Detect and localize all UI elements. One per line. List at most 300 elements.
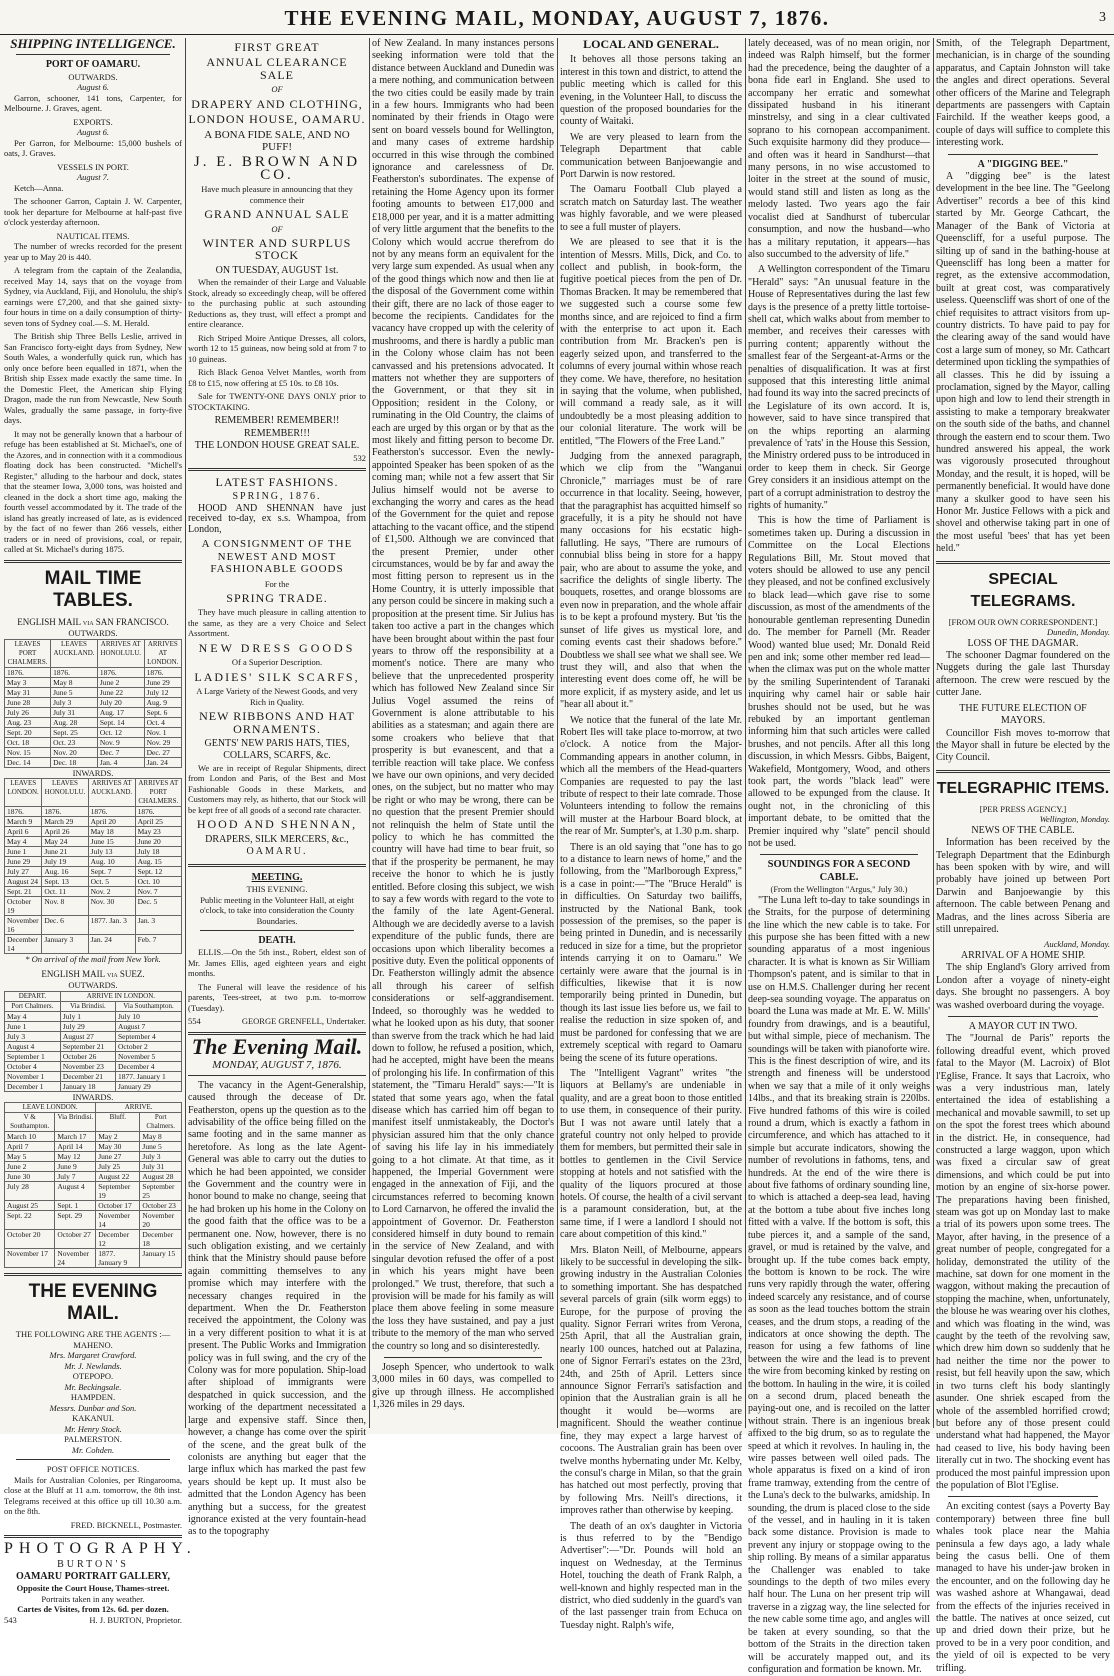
ad-number: 543	[4, 1614, 17, 1625]
agents-list	[4, 1340, 182, 1456]
news-item: There is an old saying that "one has to go to a distance to learn news of home," and the following, from the "Marlborough Express," is a case in point:—"The "Bruce Herald" is in difficulties. On Saturday two bailiffs, instructed by the National Bank, took possession of the premises, so the paper is being printed in Dunedin, and is necessarily reduced in size for a time, but the proprietor intends carrying it on to Oamaru." We certainly were aware that the journal is in difficulties, likewise that it is now temporarily being printed in Dunedin, but though its last issue lies before us, we fail to realise the reduction in size spoken of, and must be pardoned for confessing that we are extremely sceptical with regard to Oamaru being the scene of its future operations.	[560, 841, 742, 1064]
nautical-item: It may not be generally known that a harbour of refuge has been established at St. Michael's, one of the Azores, and in connection with it a commodious floating dock has been constructed. "Michell's Register," alluding to the harbour and dock, states that the steamer Iowa, 3,000 tons, was hoisted and cleaned in the dock a short time ago, making the fourth vessel accommodated by it. The trade of the island has greatly increased of late, as is evidenced by the fact of no fewer than 266 vessels, either traders or in need of provisions, coal, or repair, called at St. Michael's during 1875.	[4, 428, 182, 555]
table-header: Via Brindisi.	[55, 1113, 96, 1132]
news-item: lately deceased, was of no mean origin, nor indeed was Ralph himself, but the former had the precedence, being the daughter of a bona fide earl in England. She used to accompany her erratic and somewhat dissipated husband in his itinerant minstrelsy, and sing in a clear cultivated soprano to his cornopean accompaniment. Such exquisite harmony did they produce—and often was it heard in Sandhurst—that many persons, in no wise accustomed to loiter in the street at the sound of music, would stand still and listen as long as the melody lasted. Two years ago the fair vocalist died at Sandhurst of tubercular consumption, and now the husband—who has a military reputation, it appears—has also succumbed to the adversity of life."	[748, 38, 930, 260]
table-cell: July 31	[51, 707, 98, 717]
table-cell: Oct. 12	[97, 727, 144, 737]
table-cell: Sept. 13	[42, 877, 88, 887]
vessels-label: VESSELS IN PORT.	[57, 161, 129, 172]
page-number: 3	[1099, 10, 1106, 25]
table-cell: December 14	[5, 935, 42, 954]
table-row	[5, 757, 182, 767]
table-cell: May 2	[96, 1132, 140, 1142]
post-office-signature: FRED. BICKNELL, Postmaster.	[70, 1519, 182, 1530]
news-item: It behoves all those persons taking an interest in this town and district, to attend the public meeting which is called for this evening, in the Volunteer Hall, to discuss the question of the proposed boundaries for the county of Waitaki.	[560, 54, 742, 128]
table-row	[5, 1031, 182, 1041]
telegram-text: Councillor Fish moves to-morrow that the Mayor shall in future be elected by the City Council.	[936, 727, 1110, 764]
agent-name: Mr. J. Newlands.	[64, 1360, 122, 1371]
mayor-heading: A MAYOR CUT IN TWO.	[968, 1020, 1078, 1032]
ad-line: Of a Superior Description.	[231, 657, 323, 668]
ad-line: HOOD AND SHENNAN,	[196, 817, 358, 832]
sf-mail-heading: ENGLISH MAIL via SAN FRANCISCO.	[17, 616, 169, 627]
table-row	[5, 877, 182, 887]
table-cell: June 28	[5, 697, 51, 707]
table-cell: June 2	[5, 1162, 55, 1172]
ad-line: GENTS' NEW PARIS HATS, TIES, COLLARS, SCARFS, &c.	[204, 738, 350, 762]
table-row	[5, 827, 182, 837]
table-cell: July 10	[116, 1011, 182, 1021]
table-cell: December 1	[5, 1081, 61, 1091]
table-cell: August 22	[96, 1172, 140, 1182]
table-header: V & Southampton.	[5, 1113, 55, 1132]
ad-line: A BONA FIDE SALE, AND NO PUFF!	[204, 128, 350, 153]
table-header: Via Southampton.	[116, 1001, 182, 1011]
news-item: Judging from the annexed paragraph, which we clip from the "Wanganui Chronicle," marriages must be of rare occurrence in that locality. Seeing, however, that the paragraphist has acquitted himself so gracefully, it is a pity he should not have many occasions for his ecstatic high-fallutling. He says, "There are rumours of connubial bliss being in store for a happy pair, who are about to assume the yoke, and sacrifice the delights of single liberty. The bouquets, rosettes, and orange blossoms are even now in preparation, and the whole affair is to be kept a profound mystery. But 'tis the sunset of life gives us mystical lore, and coming events cast their shadows before." Doubtless we shall see what we shall see. We trust they will, and also that when the interesting event does come off, he will be more explicit, if as mystery aside, and let us "hear all about it."	[560, 451, 742, 711]
table-row	[5, 717, 182, 727]
masthead	[0, 0, 1114, 35]
photographer-name: BURTON'S	[57, 1558, 129, 1570]
table-cell: June 22	[97, 687, 144, 697]
column-rule	[745, 38, 746, 1428]
shipping-entry: The schooner Garron, Captain J. W. Carpenter, took her departure for Melbourne at half-past five o'clock yesterday afternoon.	[4, 196, 182, 228]
table-cell: Aug. 15	[135, 857, 181, 867]
table-row	[5, 677, 182, 687]
table-cell: December 4	[116, 1061, 182, 1071]
table-cell: April 14	[55, 1142, 96, 1152]
table-cell: October 20	[5, 1230, 55, 1249]
table-cell: June 29	[144, 677, 181, 687]
table-cell: June 9	[55, 1162, 96, 1172]
ad-line: FIRST GREAT	[234, 40, 320, 54]
table-cell: April 6	[5, 827, 42, 837]
table-cell: August 28	[140, 1172, 182, 1182]
table-cell: June 1	[5, 847, 42, 857]
table-cell: June 5	[140, 1142, 182, 1152]
ad-line: LATEST FASHIONS.	[215, 475, 339, 489]
table-cell: Dec. 6	[42, 916, 88, 935]
table-cell: Sept. 20	[5, 727, 51, 737]
ad-line: DRAPERY AND CLOTHING,	[191, 96, 363, 111]
table-cell: July 31	[140, 1162, 182, 1172]
table-cell: October 26	[60, 1051, 115, 1061]
table-header: ARRIVE IN LONDON.	[60, 991, 181, 1001]
table-cell: Nov. 20	[51, 747, 98, 757]
table-row	[5, 1061, 182, 1071]
news-item: The Oamaru Football Club played a scratch match on Saturday last. The weather was highly favorable, and we were pleased to see a full muster of players.	[560, 184, 742, 233]
table-cell: Nov. 15	[5, 747, 51, 757]
table-cell: Sept. 12	[135, 867, 181, 877]
suez-mail-heading: ENGLISH MAIL via SUEZ.	[41, 968, 145, 979]
table-row	[5, 1071, 182, 1081]
table-cell: March 10	[5, 1132, 55, 1142]
table-row	[5, 1172, 182, 1182]
news-item: We are pleased to see that it is the intention of Messrs. Mills, Dick, and Co. to collect and publish, in book-form, the fugitive poetical pieces from the pen of Dr. Thomas Bracken. It may be remembered that we suggested such a course some few months since, and are rejoiced to find a firm with the enterprise to act upon it. Each contribution from Mr. Bracken's pen is eagerly seized upon, and transferred to the columns of every journal within whose reach they come. We have, therefore, no hesitation in saying that the volume, when published, will command a ready sale, as it will undoubtedly be a most pleasing addition to our colonial literature. The work will be entitled, "The Flowers of the Free Land."	[560, 237, 742, 447]
table-cell: December 18	[140, 1230, 182, 1249]
table-cell: November 1	[5, 1071, 61, 1081]
table-cell: September 1	[5, 1051, 61, 1061]
table-row	[5, 727, 182, 737]
table-row	[5, 897, 182, 916]
table-cell: November 16	[5, 916, 42, 935]
news-item: Mrs. Blaton Neill, of Melbourne, appears likely to be successful in developing the silk-growing industry in the Australian Colonies to something important. She has despatched several parcels of grain (silk worm eggs) to Europe, for the purpose of proving the quality. Signor Ferrari writes from Verona, 25th April, that all the Australian grain, nearly 100 ounces, hatched out at Palazina, one of Signor Ferrari's estates on the 23rd, 24th, and 25th of April. Letters since announce Signor Ferrari's satisfaction and opinion that the Australian grain is all he thought it would be—worms are magnificent. Should the weather continue fine, they may expect a large harvest of cocoons. The Australian grain has been over twelve months hybernating under Mr. Kelby, the consul's charge in Milan, so that the grain has hatched out most perfectly, proving that by following Mrs. Neill's directions, it improves rather than otherwise by keeping.	[560, 1244, 742, 1517]
table-header: DEPART.	[5, 991, 61, 1001]
table-cell: June 27	[96, 1152, 140, 1162]
table-cell: Oct. 5	[88, 877, 135, 887]
table-cell: April 25	[135, 817, 181, 827]
inwards-label: INWARDS.	[72, 767, 114, 778]
telegram-text: Information has been received by the Telegraph Department that the Edinburgh has been spoken with by wire, and will probably have joined up between Port Darwin and Banjoewangie by this afternoon. The cable between Penang and Madras, and the lines across Siberia are still unrepaired.	[936, 837, 1110, 935]
table-cell: November 20	[140, 1211, 182, 1230]
table-cell: August 4	[5, 1041, 61, 1051]
table-cell: December 21	[60, 1071, 115, 1081]
special-telegrams-heading: SPECIAL TELEGRAMS.	[970, 570, 1076, 610]
table-cell: Oct. 4	[144, 717, 181, 727]
column-rule	[933, 38, 934, 1428]
table-cell: Aug. 23	[5, 717, 51, 727]
table-cell: 1877. Jan. 3	[88, 916, 135, 935]
table-row	[5, 857, 182, 867]
table-cell: January 18	[60, 1081, 115, 1091]
editorial-text: The vacancy in the Agent-Generalship, caused through the decease of Dr. Featherston, opens up the question as to the advisability of the office being filled on the same footing and in the same manner as heretofore. As long as the late Agent-General was able to carry out the duties to which he had been appointed, we consider the Government and the country were in honor bound to make no change, seeing that he had broken up his home in the Colony on the good faith that the office was to be a permanent one. Now, however, there is no such obligation existing, and we certainly think that the Ministry should pause before again committing themselves to any promise which may interfere with the necessary changes required in the department. When the Dr. Featherston received the appointment, the Colony was in a very different position to what it is at present. The Public Works and Immigration policy was in full swing, and the cry of the Colony was for more population. Ship-load after shipload of immigrants were despatched in quick succession, and the working of the department necessitated a large and expensive staff. Since then, however, a change has come over the spirit of the scene, and the great bulk of the colonists are anything but eager that the large influx which has marked the past few years should be kept up. It must also be admitted that the London Agency has been anything but a success, for the greatest ignorance existed at the very fountain-head as to the topography	[188, 1079, 366, 1538]
table-row	[5, 1041, 182, 1051]
digging-bee-heading: A "DIGGING BEE."	[977, 158, 1069, 170]
suez-outwards-table	[4, 991, 182, 1092]
agent-name: Mrs. Margaret Crawford.	[49, 1350, 137, 1361]
nautical-item: A telegram from the captain of the Zealandia, received May 14, says that on the voyage from Sydney, via Auckland, Fiji, and Honolulu, the ship's earnings were £7,200, and that she gained sixty-four hours in time on a daily consumption of thirty-seven tons of Sydney coal.—S. M. Herald.	[4, 265, 182, 328]
table-row	[5, 1011, 182, 1021]
ad-body: Rich Striped Moire Antique Dresses, all colors, worth 12 to 15 guineas, now being sold at from 7 to 10 guineas.	[188, 332, 366, 364]
table-cell: September 19	[96, 1182, 140, 1201]
table-cell: July 29	[60, 1021, 115, 1031]
table-cell: Jan. 24	[88, 935, 135, 954]
table-note: * On arrival of the mail from New York.	[25, 954, 161, 965]
table-cell: July 3	[51, 697, 98, 707]
agent-name: Mr. Beckingsale.	[64, 1381, 122, 1392]
shipping-entry: Ketch—Anna.	[14, 182, 64, 193]
table-cell: October 19	[5, 897, 42, 916]
news-item: We are very pleased to learn from the Telegraph Department that cable communication between Banjoewangie and Port Darwin is now restored.	[560, 131, 742, 181]
table-cell: Sept. 22	[5, 1211, 55, 1230]
soundings-heading: SOUNDINGS FOR A SECOND CABLE.	[767, 859, 911, 883]
table-cell: June 1	[5, 1021, 61, 1031]
suez-inwards-table	[4, 1102, 182, 1268]
table-row	[5, 867, 182, 877]
table-row	[5, 1249, 182, 1268]
table-row	[5, 847, 182, 857]
undertaker-signature: GEORGE GRENFELL, Undertaker.	[241, 1016, 366, 1027]
table-cell: August 27	[60, 1031, 115, 1041]
table-cell: August 7	[116, 1021, 182, 1031]
column-rule	[369, 38, 370, 1428]
table-header: LEAVES PORT CHALMERS.	[5, 639, 51, 667]
table-cell: January 15	[140, 1249, 182, 1268]
table-cell: March 9	[5, 817, 42, 827]
dateline: Auckland, Monday.	[1044, 939, 1110, 950]
table-cell: May 30	[96, 1142, 140, 1152]
ad-line: LONDON HOUSE, OAMARU.	[188, 112, 366, 127]
agent-town: OTEPOPO.	[72, 1371, 114, 1382]
table-cell: July 18	[135, 847, 181, 857]
table-header: ARRIVE.	[96, 1103, 182, 1113]
table-cell: July 13	[88, 847, 135, 857]
table-row	[5, 1051, 182, 1061]
post-office-notice: Mails for Australian Colonies, per Ringarooma, close at the Bluff at 11 a.m. tomorrow, the 8th inst. Telegrams received at this office up till 10.30 a.m. on the 8th.	[4, 1474, 182, 1517]
table-header: Via Brindisi.	[60, 1001, 115, 1011]
agent-name: Messrs. Dunbar and Son.	[49, 1402, 137, 1413]
table-cell: August 25	[5, 1201, 55, 1211]
table-row	[5, 935, 182, 954]
table-cell: June 21	[42, 847, 88, 857]
table-cell: Nov. 2	[88, 887, 135, 897]
meeting-sub: THIS EVENING.	[246, 884, 308, 894]
table-cell: July 27	[5, 867, 42, 877]
ad-line: A CONSIGNMENT OF THE NEWEST AND MOST FASHIONABLE GOODS	[201, 538, 353, 576]
table-cell: July 26	[5, 707, 51, 717]
table-row	[5, 1182, 182, 1201]
table-row	[5, 817, 182, 827]
ad-number: 532	[353, 452, 366, 463]
telegram-heading: LOSS OF THE DAGMAR.	[967, 637, 1079, 649]
ad-line: WINTER AND SURPLUS STOCK	[202, 236, 352, 263]
table-cell: Nov. 29	[144, 737, 181, 747]
table-cell: May 4	[5, 837, 42, 847]
sf-inwards-table	[4, 778, 182, 954]
nautical-label: NAUTICAL ITEMS.	[56, 230, 130, 241]
ad-line: A Large Variety of the Newest Goods, and very Rich in Quality.	[196, 686, 358, 707]
table-cell: August 24	[5, 877, 42, 887]
ad-line: NEW DRESS GOODS	[198, 640, 356, 655]
table-cell: July 3	[140, 1152, 182, 1162]
telegraphic-items-heading: TELEGRAPHIC ITEMS.	[936, 779, 1110, 797]
table-cell: June 15	[88, 837, 135, 847]
ad-line: DRAPERS, SILK MERCERS, &c.,	[205, 833, 349, 845]
news-item: The "Journal de Paris" reports the following dreadful event, which proved fatal to the Mayor (M. Lacroix) of Blot l'Eglise, France. It says that Lacroix, who was a very industrious man, lately entertained the idea of establishing a mechanical and movable sawmill, to set up on the spot the forest trees which abound in the district. He, in consequence, had constructed a large waggon, upon which was fixed a circular saw of great dimensions, and which could be put into motion by an engine of six-horse power. The preparations having been finished, steam was got up on Monday last to make a trial of its powers upon some trees. The Mayor, after having, in the presence of a great number of people, congregated for a holiday, demonstrated the utility of the machine, sat down for one moment in the waggon, without making the precaution of stopping the machine, when, unfortunately, the blouse he was wearing over his clothes, and which was floating in the wind, was caught by the teeth of the revolving saw, which drew him down so suddenly that he had neither the time nor the power to resist, but fell heavily upon the saw, which in two turns cleft his body slantingly asunder. One shriek escaped from the whole of the assembled horrified crowd; but before any of those present could understand what had happened, the Mayor had ceased to live, his body having been literally cut in two. The shocking event has produced the most painful impression upon the population of Blot l'Eglise.	[936, 1033, 1110, 1491]
table-cell: 1876.	[88, 807, 135, 817]
table-cell: Oct. 10	[135, 877, 181, 887]
table-cell: May 18	[88, 827, 135, 837]
ad-line: For the	[264, 578, 290, 589]
column-rule	[557, 38, 558, 1428]
table-header: LEAVE LONDON.	[5, 1103, 96, 1113]
table-cell: October 27	[55, 1230, 96, 1249]
table-cell: July 3	[5, 1031, 61, 1041]
news-item: The "Intelligent Vagrant" writes "the liquors at Bellamy's are undeniable in quality, and are a great boon to those entitled to use them, in consequence of their purity. But I was not aware until lately that a grateful country not only helped to provide them for members, but permitted their sale in bottles to gentlemen in the Civil Service stopping at hotels and not satisfied with the quality of the liquors procured at those hotels. Of course, the health of a civil servant is a paramount consideration, but, at the same time, if I were a landlord I should not care about competition of this kind."	[560, 1067, 742, 1241]
table-header: LEAVES LONDON.	[5, 779, 42, 807]
table-cell: Aug. 16	[42, 867, 88, 877]
date-line: August 6.	[76, 82, 110, 93]
death-notice: ELLIS.—On the 5th inst., Robert, eldest son of Mr. James Ellis, aged eighteen years and eight months.	[188, 947, 366, 979]
editorial-continued: of New Zealand. In many instances persons seeking information were told that the distance between Auckland and Dunedin was a mere nothing, and communication between the two cities could be easily made by train in a few hours. Immigrants who had been nominated by their friends in Otago were sent on board vessels bound for Wellington, and many cases of extreme hardship occurred in this wise through the combined ignorance and carelessness of Dr. Featherston's subordinates. The expense of retaining the Home Agency upon its former footing amounts to between £17,000 and £18,000 per year, and it is a matter admitting of very little argument that the benefits to the Colony which would accrue therefrom do not by any means form an equivalent for the very large sum expended. As usual when any of the good things which now and then lie at the disposal of the Government come within their gift, there are no lack of those eager to become the recipients. Candidates for the vacancy have cropped up with the celerity of mushrooms, and there is hardly a public man in the Colony whose claim has not been canvassed and his pretensions advocated. It matters not whether they are supporters of the Government, or that they sit in Opposition; resident in the Colony, or ruminating in the Old Country, the claims of each are urged by this organ or by that as the most likely and fitting person to become Dr. Featherston's successor. Even the newly-appointed Speaker has been spoken of as the coming man; while not a few assert that Sir Julius himself would not be averse to exchanging the worry and cares as the head of the Government for the quiet and repose attaching to the vacant office, and the stipend of £1,500. Although we are convinced that the present Premier, under other circumstances, would be by far and away the most fitting person to represent us in the Home Country, it is utterly impossible that any person could be sincere in making such a proposition at the present time. Sir Julius has taken too active a part in the changes which have been brought about within the past four years to throw off the responsibility at a moment's notice. There are many who believe that the unprecedented prosperity which has followed New Zealand since Sir Julius Vogel assumed the reins of Government is alone attributable to his abilities as a statesman; and again there are some croakers who believe that that prosperity is but evanescent, and that a terrible reaction will take place. We confess we have our own opinions, and very decided ones, on the subject, but no matter who may be right or who may be wrong, there can be no question that the present Premier should not relinquish the helm of State until the policy to which he has committed the country will have had time to bear fruit, so that if the prosperity be permanent, he may receive the honor to which he is justly entitled. Before closing this subject, we wish to say a few words with regard to the vote to the family of the late Agent-General. Although we are decidedly averse to a lavish expenditure of the public funds, there are occasions upon which liberality becomes a positive duty. Even the political opponents of Dr. Featherston willingly admit the absence all through his career of selfish considerations or self-aggrandisement. Indeed, so thoroughly was he wedded to what he looked upon as his duty, that sooner than swerve from the track which he had laid down to follow, he refused a position, which, had he accepted, might have been the means of prolonging his life. In confirmation of this statement, the "Timaru Herald" says:—"It is stated that some years ago, when the fatal disease which has carried him off began to manifest itself unmistakeably, the Doctor's physician assured him that the only chance of saving his life lay in his immediately going to a hot climate. At that time, as it happened, the Imperial Government were engaged in the annexation of Fiji, and the circumstances referred to becoming known to Lord Carnarvon, he offered the invalid the appointment of Governor. Dr. Featherston considered himself in duty bound to remain in the service of New Zealand, and with singular devotion refused the offer of a post in which his years might have been prolonged." We trust, therefore, that such a provision will be made for his family as will place them above feeling in some measure the loss they have sustained, and pay a just tribute to the memory of the man who served the country so long and so disinterestedly.	[372, 38, 554, 1352]
table-cell: November 24	[55, 1249, 96, 1268]
table-row	[5, 1021, 182, 1031]
table-header: ARRIVES AT HONOLULU.	[97, 639, 144, 667]
table-cell: Jan. 4	[97, 757, 144, 767]
table-row	[5, 687, 182, 697]
table-row	[5, 1211, 182, 1230]
table-cell: Sept. 7	[88, 867, 135, 877]
telegram-text: The ship England's Glory arrived from London after a voyage of ninety-eight days. She brought no passengers. A boy was washed overboard during the voyage.	[936, 962, 1110, 1011]
table-cell: 1876.	[5, 807, 42, 817]
table-cell: 1877. January 1	[116, 1071, 182, 1081]
ad-line: SPRING, 1876.	[232, 491, 322, 503]
table-row	[5, 1152, 182, 1162]
shipping-entry: Per Garron, for Melbourne: 15,000 bushels of oats, J. Graves.	[4, 137, 182, 159]
table-cell: May 31	[5, 687, 51, 697]
ad-line: LADIES' SILK SCARFS,	[194, 669, 360, 684]
table-header: Port Chalmers.	[5, 1001, 61, 1011]
table-row	[5, 737, 182, 747]
table-cell: July 19	[42, 857, 88, 867]
telegram-heading: THE FUTURE ELECTION OF MAYORS.	[959, 702, 1087, 727]
ad-line: OAMARU.	[246, 846, 308, 858]
agent-town: MAHENO.	[73, 1339, 113, 1350]
table-cell: May 3	[5, 677, 51, 687]
table-cell: Sept. 6	[144, 707, 181, 717]
news-item: Smith, of the Telegraph Department, mechanician, is in charge of the sounding apparatus, and Captain Johnston will take the angles and direct operations. Several other officers of the Marine and Telegraph departments are passengers with Captain Fairchild. If the weather keeps good, a couple of days will suffice to complete this interesting work.	[936, 38, 1110, 149]
table-cell: May 4	[5, 1011, 61, 1021]
ad-body: HOOD AND SHENNAN have just received to-day, ex s.s. Whampoa, from London,	[188, 502, 366, 535]
ad-number: 554	[188, 1016, 201, 1027]
table-cell: May 24	[42, 837, 88, 847]
ad-line: REMEMBER! REMEMBER!!	[214, 415, 340, 427]
table-cell: Dec. 5	[135, 897, 181, 916]
table-cell: March 17	[55, 1132, 96, 1142]
table-cell: 1876.	[5, 667, 51, 677]
ad-firm: J. E. BROWN AND CO.	[193, 154, 361, 183]
ad-line: ANNUAL CLEARANCE SALE	[206, 55, 348, 82]
table-row	[5, 887, 182, 897]
table-row	[5, 807, 182, 817]
shipping-entry: Garron, schooner, 141 tons, Carpenter, for Melbourne. J. Graves, agent.	[4, 92, 182, 114]
local-general-heading: LOCAL AND GENERAL.	[583, 37, 719, 51]
ad-body: They have much pleasure in calling attention to the same, as they are a very Choice and Select Assortment.	[188, 607, 366, 639]
table-cell: September 4	[116, 1031, 182, 1041]
table-cell: November 14	[96, 1211, 140, 1230]
table-cell: January 29	[116, 1081, 182, 1091]
table-cell: 1877. January 9	[96, 1249, 140, 1268]
table-header: LEAVES HONOLULU.	[42, 779, 88, 807]
ad-line: GRAND ANNUAL SALE	[204, 207, 350, 222]
table-row	[5, 1162, 182, 1172]
mail-time-tables-heading: MAIL TIME TABLES.	[44, 567, 142, 611]
gallery-name: OAMARU PORTRAIT GALLERY,	[15, 1570, 171, 1582]
table-cell: Jan. 24	[144, 757, 181, 767]
agent-town: PALMERSTON.	[64, 1434, 122, 1445]
table-cell: Nov. 1	[144, 727, 181, 737]
outwards-label: OUTWARDS.	[68, 71, 118, 82]
table-cell: October 17	[96, 1201, 140, 1211]
ad-body: Sale for TWENTY-ONE DAYS ONLY prior to STOCKTAKING.	[188, 391, 366, 412]
table-cell: Sept. 25	[51, 727, 98, 737]
ad-line: commence their	[249, 194, 305, 205]
table-row	[5, 837, 182, 847]
dateline: Dunedin, Monday.	[1046, 627, 1110, 638]
table-cell: May 5	[5, 1152, 55, 1162]
ad-line: OF	[271, 84, 283, 95]
table-row	[5, 1142, 182, 1152]
telegram-heading: NEWS OF THE CABLE.	[971, 824, 1075, 836]
column-4	[560, 37, 742, 1631]
date-line: August 7.	[76, 172, 110, 183]
table-row	[5, 1081, 182, 1091]
column-3	[372, 38, 554, 1428]
agent-town: KAKANUI.	[72, 1413, 114, 1424]
table-cell: November 17	[5, 1249, 55, 1268]
outwards-label: OUTWARDS.	[68, 628, 118, 639]
column-rule	[185, 38, 186, 1428]
photo-signature: H. J. BURTON, Proprietor.	[89, 1614, 182, 1625]
photo-line: Cartes de Visites, from 12s. 6d. per dozen.	[17, 1604, 169, 1615]
news-item: We notice that the funeral of the late Mr. Robert Iles will take place to-morrow, at two o'clock. A notice from the Major-Commanding appears in another column, in which all the members of the Head-quarters Companies are requested to pay the last tribute of respect to their late comrade. Those Volunteers intending to follow the remains will muster at the Harbour Board block, at the rear of Mr. Sumpter's, at 1.30 p.m. sharp.	[560, 714, 742, 838]
table-cell: Dec. 7	[97, 747, 144, 757]
table-cell: May 8	[51, 677, 98, 687]
table-cell: Nov. 7	[135, 887, 181, 897]
column-6	[936, 38, 1110, 1674]
table-cell: May 23	[135, 827, 181, 837]
table-cell: May 8	[140, 1132, 182, 1142]
table-cell: July 25	[96, 1162, 140, 1172]
nautical-item: The British ship Three Bells Leslie, arrived in San Francisco forty-eight days from Sydney, New South Wales, a wonderfully quick run, which has only once before been equalled in 1871, when the British ship Essex made exactly the same time. In the Domestic Fleet, the American ship Flying Dragon, made the run from Newcastle, New South Wales, gradually the same passage, in forty-five days.	[4, 331, 182, 426]
date-line: August 6.	[76, 127, 110, 138]
correspondent-line: [FROM OUR OWN CORRESPONDENT.]	[948, 616, 1098, 627]
ad-line: NEW RIBBONS AND HAT ORNAMENTS.	[199, 709, 355, 736]
ad-line: ON TUESDAY, AUGUST 1st.	[215, 264, 339, 276]
table-row	[5, 1132, 182, 1142]
ad-line: Have much pleasure in announcing that they	[201, 184, 353, 195]
outwards-label: OUTWARDS.	[68, 980, 118, 991]
table-cell: Sept. 29	[55, 1211, 96, 1230]
editorial-date: MONDAY, AUGUST 7, 1876.	[212, 1059, 342, 1072]
death-heading: DEATH.	[258, 935, 296, 946]
gallery-address: Opposite the Court House, Thames-street.	[16, 1583, 170, 1594]
ad-body: We are in receipt of Regular Shipments, direct from London and Paris, of the Best and Most Fashionable Goods in these Markets, and Customers may rely, as hitherto, that our Stock will be kept free of all goods of a second rate character.	[188, 762, 366, 815]
column-2	[188, 38, 366, 1538]
table-cell: Nov. 8	[42, 897, 88, 916]
table-cell: November 5	[116, 1051, 182, 1061]
table-row	[5, 667, 182, 677]
table-cell: May 12	[55, 1152, 96, 1162]
table-cell: April 26	[42, 827, 88, 837]
table-cell: Aug. 17	[97, 707, 144, 717]
table-cell: Feb. 7	[135, 935, 181, 954]
ad-line: THE LONDON HOUSE GREAT SALE.	[194, 440, 360, 452]
news-item: A Wellington correspondent of the Timaru "Herald" says: "An unusual feature in the House of Representatives during the last few days is the presence of a pretty little tortoise-shell cat, which walks about from member to member, and receives their caresses with purring content; apparently without the smallest fear of the Sergeant-at-Arms or the penalties of disqualification. It was at first supposed that this interesting little animal had found its way into the sacred precincts of the Legislature of its own accord. It is, however, said to have since transpired that on the whips reporting an alarming prevalence of 'rats' in the House this Session, the Ministry ordered puss to be introduced in order to keep them in check. Sir George Grey considers it an insidious attempt on the part of a corrupt administration to destroy the rights of humanity."	[748, 264, 930, 512]
table-header: Bluff.	[96, 1113, 140, 1132]
editorial-title: The Evening Mail.	[191, 1033, 363, 1059]
news-item: This is how the time of Parliament is sometimes taken up. During a discussion in Committee on the Local Elections Regulations Bill, Mr. Stout moved that voters should be allowed to use any pencil they pleased, and not be confined exclusively to black lead—which gave rise to some discussion, as most of the amendments of the honourable gentleman representing Dunedin do. The member for Parnell (Mr. Reader Wood) wanted blue used; Mr. Donald Reid pen and ink; some other member red lead—when the climax was put on the whole matter by the smiling Superintendent of Taranaki inquiring why camel hair or sable hair brushes should not be used, but he was rebuked by an important gentleman informing him that such articles were called brushes, and not pencils. After all this long discussion, in which Messrs. Gibbs, Baigent, Wakefield, Montgomery, Wood, and others took part, the words "black lead" were allowed to be expunged from the clause. It ought not, in the chronicling of this important debate, to be omitted that the Premier inquired why "slate" pencil should not be used.	[748, 515, 930, 849]
table-cell: April 7	[5, 1142, 55, 1152]
news-item: Joseph Spencer, who undertook to walk 3,000 miles in 60 days, was compelled to give up through illness. He accomplished 1,326 miles in 29 days.	[372, 1362, 554, 1411]
table-cell: April 20	[88, 817, 135, 827]
table-cell: Oct. 23	[51, 737, 98, 747]
table-cell: March 29	[42, 817, 88, 827]
table-cell: 1876.	[135, 807, 181, 817]
table-cell: October 4	[5, 1061, 61, 1071]
table-cell: October 23	[140, 1201, 182, 1211]
table-cell: Oct. 18	[5, 737, 51, 747]
ad-body: Rich Black Genoa Velvet Mantles, worth from £8 to £15, now offering at £5 10s. to £8 10s.	[188, 367, 366, 388]
agent-name: Mr. Henry Stock.	[64, 1423, 122, 1434]
funeral-notice: The Funeral will leave the residence of his parents, Tees-street, at two p.m. to-morrow (Tuesday).	[188, 981, 366, 1013]
table-cell: June 20	[135, 837, 181, 847]
table-cell: January 3	[42, 935, 88, 954]
table-header: ARRIVES AT AUCKLAND.	[88, 779, 135, 807]
table-cell: September 25	[140, 1182, 182, 1201]
table-cell: Dec. 18	[51, 757, 98, 767]
table-cell: Jan. 3	[135, 916, 181, 935]
news-item: "The Luna left to-day to take soundings in the Straits, for the purpose of determining the line which the new cable is to take. For this purpose she has been fitted with a new sounding apparatus of a most ingenious character. It is what is known as Sir William Thompson's patent, and is similar to that in use on H.M.S. Challenger during her recent deep-sea sounding voyage. The apparatus on board the Luna was made at Mr. E. W. Mills' foundry from drawings, and is a beautiful, but withal simple, piece of mechanism. The soundings will be taken with pianoforte wire. This is the finest description of wire, and its strength and fineness will be understood when we say that a mile of it only weighs 14lbs., and that its breaking strain is 220lbs. Five hundred fathoms of this wire is coiled round a drum, which is exactly a fathom in circumference, and which has attached to it simple but accurate indicators, showing the number of revolutions in fathoms, tens, and hundreds. At the end of the wire there is about five fathoms of ordinary sounding line, to which is attached a deep-sea lead, having at the bottom a tube about five inches long fitted with a valve. If the bottom is soft, this tube pierces it, and a sample of the sand, gravel, or mud is retained by the valve, and brought up. If the tube comes back empty, the bottom is known to be rock. The wire runs very rapidly through the water, offering indeed scarcely any resistance, and of course as soon as the lead touches bottom the strain ceases, and the drum stops, a reading of the indicators at once showing the depth. The reason for using a few fathoms of line between the wire and the lead is to prevent the wire from becoming kinked by resting on the bottom. In hauling in the wire, it is coiled on a second drum, placed beneath the paying-out one, and is recoiled on the latter without strain. There is an ingenious break affixed to the big drum, so as to regulate the speed at which it revolves. In hauling in, the wire passes between well oiled pads. The whole apparatus is fixed on a kind of iron frame tramway, extending from the centre of the Luna's deck to the bulwarks, amidship. In sounding, the drum is placed close to the side of the vessel, and in hauling in it is taken back some distance. Provision is made to prevent any injury or stoppage owing to the ship rolling. By means of a similar apparatus the Challenger was enabled to take soundings to the depth of two miles every half hour. The Luna on her present trip will traverse in a zigzag way, the line selected for the new cable some time ago, and angles will be taken at every sounding, so that the bottom of the Straits in the direction taken will be accurately mapped out, and its configuration and formation be known. Mr.	[748, 894, 930, 1675]
table-cell: December 12	[96, 1230, 140, 1249]
